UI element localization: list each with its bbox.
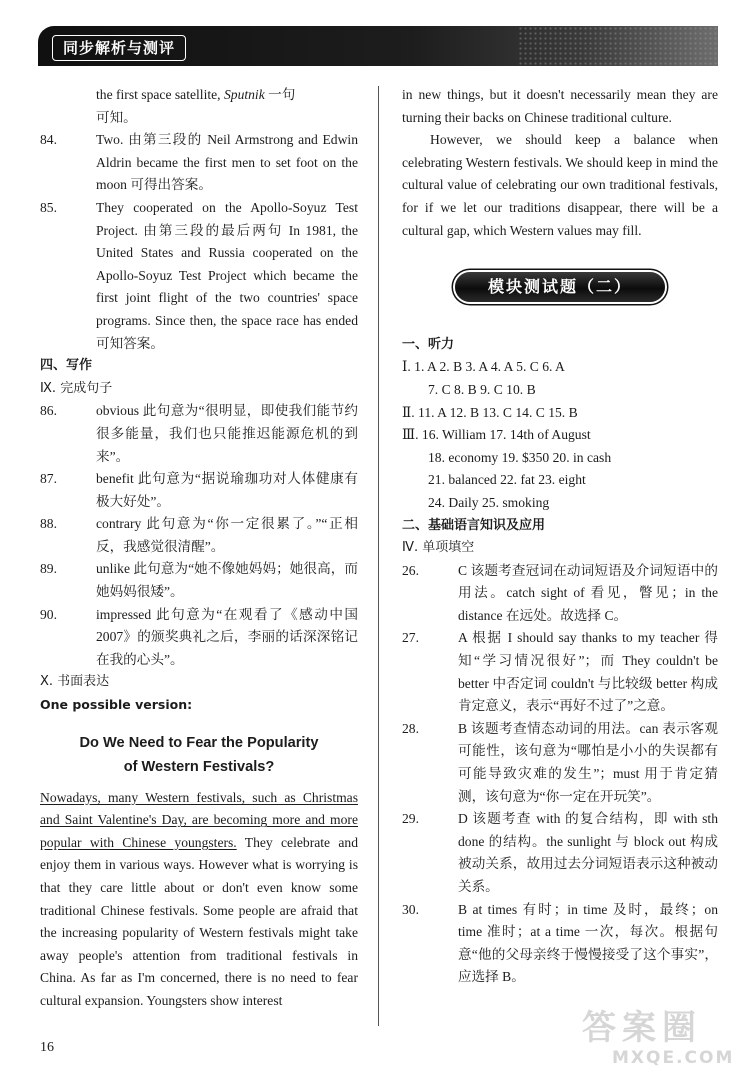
answer-number: 28.	[402, 720, 419, 736]
answer-88	[40, 513, 358, 558]
subsection-complete-sentences: Ⅸ. 完成句子	[40, 380, 113, 396]
watermark-bottom-text: MXQE.COM	[612, 1048, 735, 1068]
answers-part-2: Ⅱ. 11. A 12. B 13. C 14. C 15. B	[402, 404, 578, 420]
watermark-top-text: 答案圈	[582, 1008, 702, 1048]
answer-29	[402, 808, 718, 898]
answer-89	[40, 558, 358, 603]
subsection-multiple-choice: Ⅳ. 单项填空	[402, 540, 475, 556]
section-listening: 一、听力	[402, 336, 455, 352]
module-test-banner	[455, 272, 665, 302]
answer-87	[40, 468, 358, 513]
answer-number: 85.	[40, 199, 57, 215]
answer-text: obvious 此句意为“很明显，即使我们能节约很多能量，我们也只能推迟能源危机的到来”。	[96, 403, 358, 464]
possible-version-label: One possible version:	[40, 697, 193, 713]
answers-part-3-row-3: 21. balanced 22. fat 23. eight	[428, 472, 586, 488]
module-test-banner-title: 模块测试题（二）	[487, 277, 632, 297]
answer-number: 89.	[40, 561, 57, 577]
answers-part-3-row-1: Ⅲ. 16. William 17. 14th of August	[402, 427, 591, 443]
answer-text: impressed 此句意为“在观看了《感动中国 2007》的颁奖典礼之后，李丽的话深深铭记在我的心头”。	[96, 606, 358, 667]
answer-text: benefit 此句意为“据说瑜珈功对人体健康有极大好处”。	[96, 471, 358, 509]
answer-text: B at times 有时；in time 及时，最终；on time 准时；at a time 一次，每次。根据句意“他的父母亲终于慢慢接受了这个事实”，应选择 B。	[458, 901, 718, 985]
answer-number: 84.	[40, 132, 57, 148]
answer-text: C 该题考查冠词在动词短语及介词短语中的用法。catch sight of 看见，瞥见；in the distance 在远处。故选择 C。	[458, 562, 718, 623]
essay-paragraph-continuation: in new things, but it doesn't necessarily mean they are turning their backs on Chinese traditional culture.	[402, 87, 718, 125]
essay-paragraph-1	[40, 787, 358, 1013]
header-title: 同步解析与测评	[52, 35, 186, 61]
subsection-written-expression: Ⅹ. 书面表达	[40, 674, 110, 690]
essay-paragraph-1-rest: They celebrate and enjoy them in various ways. However what is worrying is that they care little about or don't even know some traditional Chinese festivals. Some people are afraid that the increasing popularity of Western festivals might take away people's attention from traditional festivals in China. As far as I'm concerned, there is no need to fear cultural expansion. Youngsters show interest	[40, 834, 358, 1008]
essay-title-line-2: of Western Festivals?	[123, 758, 275, 775]
answers-part-1-row-2: 7. C 8. B 9. C 10. B	[428, 381, 536, 397]
essay-title-line-1: Do We Need to Fear the Popularity	[79, 734, 319, 751]
answer-84	[40, 129, 358, 197]
answer-30	[402, 899, 718, 989]
answer-85	[40, 197, 358, 355]
essay-underlined-sentence: Nowadays, many Western festivals, such as Christmas and Saint Valentine's Day, are becoming more and more popular with Chinese youngsters.	[40, 789, 358, 850]
answer-26	[402, 560, 718, 628]
answers-part-3-row-2: 18. economy 19. $350 20. in cash	[428, 449, 612, 465]
answer-text: D 该题考查 with 的复合结构，即 with sth done 的结构。the sunlight 与 block out 构成被动关系，故用过去分词短语表示这种被动关系。	[458, 811, 718, 894]
answer-number: 26.	[402, 562, 419, 578]
answer-number: 88.	[40, 516, 57, 532]
page-number: 16	[40, 1040, 54, 1055]
answer-number: 87.	[40, 471, 57, 487]
answer-number: 86.	[40, 403, 57, 419]
q83-continuation-2: 可知。	[96, 109, 137, 125]
answer-number: 27.	[402, 630, 419, 646]
answer-86	[40, 400, 358, 468]
q83-italic: Sputnik	[223, 87, 265, 102]
header-dot-pattern	[518, 26, 718, 66]
header-band	[38, 26, 718, 66]
q83-text-end: 一句	[264, 87, 296, 102]
answer-number: 29.	[402, 811, 419, 827]
q83-text: the first space satellite,	[96, 87, 224, 102]
answer-text: B 该题考查情态动词的用法。can 表示客观可能性，该句意为“哪怕是小小的失误都有可能导致灾难的发生”；must 用于肯定猜测，该句意为“你一定在开玩笑”。	[458, 720, 718, 804]
answer-28	[402, 718, 718, 808]
answer-text: contrary 此句意为“你一定很累了。”“正相反，我感觉很清醒”。	[96, 516, 358, 554]
answer-27	[402, 627, 718, 717]
column-divider	[378, 86, 379, 1026]
answer-text: They cooperated on the Apollo-Soyuz Test Project. 由第三段的最后两句 In 1981, the United States and Russia cooperated on the Apollo-Soyuz Test Project which became the first joint flight of the two countries' space programs. Since then, the space race has ended可知答案。	[96, 199, 358, 351]
essay-title	[40, 731, 358, 779]
section-basic-language: 二、基础语言知识及应用	[402, 517, 546, 533]
answer-text: unlike 此句意为“她不像她妈妈；她很高，而她妈妈很矮”。	[96, 561, 358, 600]
answer-number: 30.	[402, 901, 419, 917]
section-writing: 四、写作	[40, 358, 93, 374]
right-column	[402, 84, 718, 989]
answer-90	[40, 604, 358, 672]
answer-text: Two. 由第三段的 Neil Armstrong and Edwin Aldrin became the first men to set foot on the moon 可得出答案。	[96, 132, 358, 193]
answer-number: 90.	[40, 606, 57, 622]
answers-part-3-row-4: 24. Daily 25. smoking	[428, 494, 550, 510]
essay-paragraph-2: However, we should keep a balance when celebrating Western festivals. We should keep in mind the cultural value of celebrating our own traditional festivals, for if we let our traditions disappear, there will be a cultural gap, which Western values may fill.	[402, 132, 718, 238]
watermark-logo	[582, 1008, 742, 1078]
answer-text: A 根据 I should say thanks to my teacher 得知“学习情况很好”；而 They couldn't be better 中否定词 couldn't 与比较级 better 构成肯定意义，表示“再好不过了”之意。	[458, 630, 718, 714]
module-test-banner-wrap	[402, 272, 718, 310]
answers-part-1-row-1: Ⅰ. 1. A 2. B 3. A 4. A 5. C 6. A	[402, 359, 565, 375]
q83-continuation	[40, 84, 358, 107]
left-column	[40, 84, 358, 1013]
